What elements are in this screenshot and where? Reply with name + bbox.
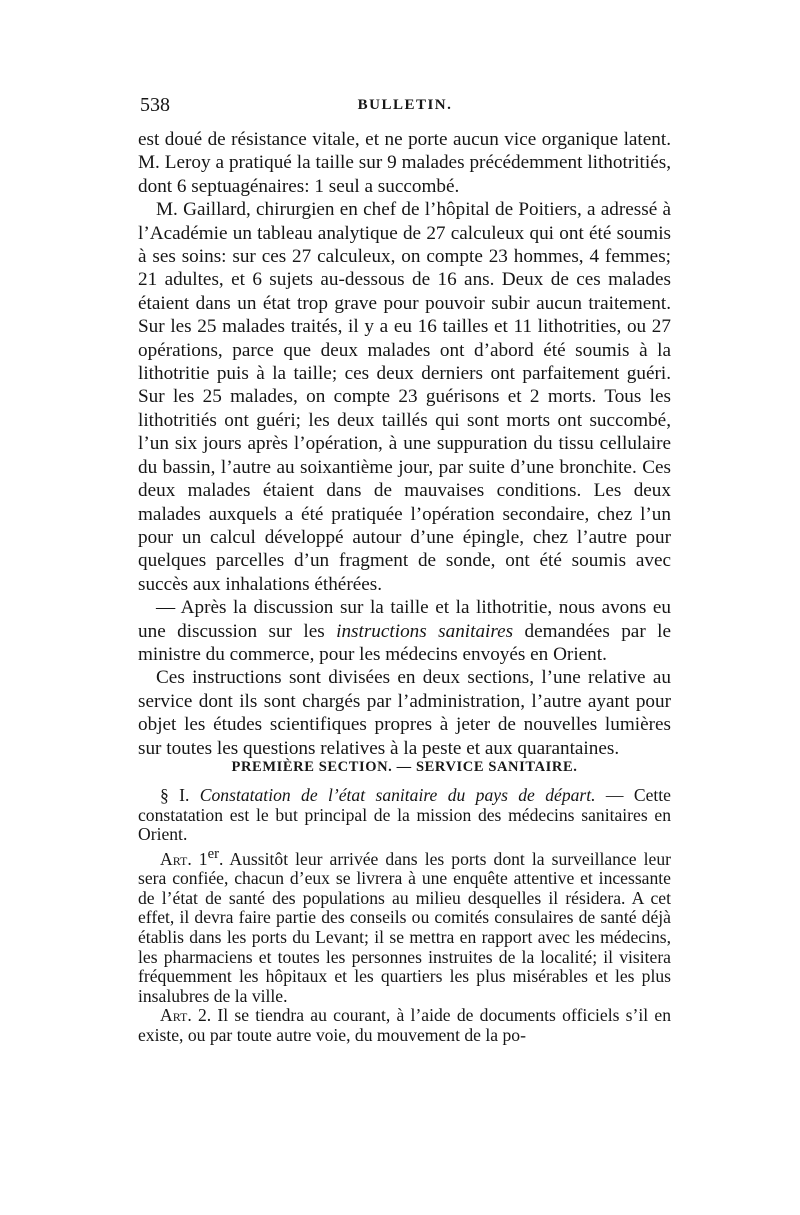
paragraph xyxy=(138,596,671,666)
section-heading: PREMIÈRE SECTION. — SERVICE SANITAIRE. xyxy=(231,759,578,775)
article-number: 2 xyxy=(197,1005,207,1026)
article-text: . Il se tiendra au courant, à l’aide de documents officiels s’il en existe, ou par toute autre voie, du mouvement de la po- xyxy=(138,1005,671,1045)
article xyxy=(138,1006,671,1045)
article-text: . Aussitôt leur arrivée dans les ports dont la surveillance leur sera confiée, chacun d’eux se livrera à une enquête attentive et incessante de l’état de santé des populations au milieu desquelles il résidera. A cet effet, il devra faire partie des conseils ou comités consulaires de santé déjà établis dans les ports du Levant; il se mettra en rapport avec les médecins, les pharmaciens et toutes les personnes instruites de la localité; il visitera fréquemment les hôpitaux et les quartiers les plus misérables et les plus insalubres de la ville. xyxy=(138,848,671,1006)
section-title: Constatation de l’état sanitaire du pays de départ. xyxy=(199,785,596,805)
running-title: BULLETIN. xyxy=(357,97,453,113)
italic-term: instructions sanitaires xyxy=(336,620,514,642)
paragraph-text: — Après la discussion sur la taille et la lithotritie, nous avons eu une discussion sur les xyxy=(138,597,671,642)
paragraph-text: demandées par le ministre du commerce, pour les médecins envoyés en Orient. xyxy=(138,620,671,665)
section-mark: § I. xyxy=(160,785,190,805)
article xyxy=(138,845,671,1007)
section-intro-text: — Cette constatation est le but principal de la mission des médecins sanitaires en Orient. xyxy=(138,785,671,845)
page-header xyxy=(140,94,670,120)
article-number-sup: er xyxy=(207,845,219,862)
paragraph: est doué de résistance vitale, et ne porte aucun vice organique latent. M. Leroy a pratiqué la taille sur 9 malades précédemment lithotritiés, dont 6 septuagénaires: 1 seul a succombé. xyxy=(138,129,671,197)
article-label: Art. xyxy=(160,1005,192,1026)
section-intro xyxy=(138,786,671,845)
article-label: Art. xyxy=(160,848,192,869)
main-text xyxy=(138,128,671,760)
paragraph: M. Gaillard, chirurgien en chef de l’hôpital de Poitiers, a adressé à l’Académie un tableau analytique de 27 calculeux qui ont été soumis à ses soins: sur ces 27 calculeux, on compte 23 hommes, 4 femmes; 21 adultes, et 6 sujets au-dessous de 16 ans. Deux de ces malades étaient dans un état trop grave pour pouvoir subir aucun traitement. Sur les 25 malades traités, il y a eu 16 tailles et 11 lithotrities, ou 27 opérations, parce que deux malades ont d’abord été soumis à la lithotritie puis à la taille; ces deux derniers ont parfaitement guéri. Sur les 25 malades, on compte 23 guérisons et 2 morts. Tous les lithotritiés ont guéri; les deux taillés qui sont morts ont succombé, l’un six jours après l’opération, à une suppuration du tissu cellulaire du bassin, l’autre au soixantième jour, par suite d’une bronchite. Ces deux malades étaient dans de mauvaises conditions. Les deux malades auxquels a été pratiquée l’opération secondaire, chez l’un pour un calcul développé autour d’une épingle, chez l’autre pour quelques parcelles d’un fragment de sonde, ont été soumis avec succès aux inhalations éthérées. xyxy=(138,199,671,595)
paragraph: Ces instructions sont divisées en deux sections, l’une relative au service dont ils sont chargés par l’administration, l’autre ayant pour objet les études scientifiques propres à jeter de nouvelles lumières sur toutes les questions relatives à la peste et aux quarantaines. xyxy=(138,667,671,759)
page-number: 538 xyxy=(140,94,170,116)
article-number: 1 xyxy=(198,848,208,869)
section-text xyxy=(138,786,671,1046)
